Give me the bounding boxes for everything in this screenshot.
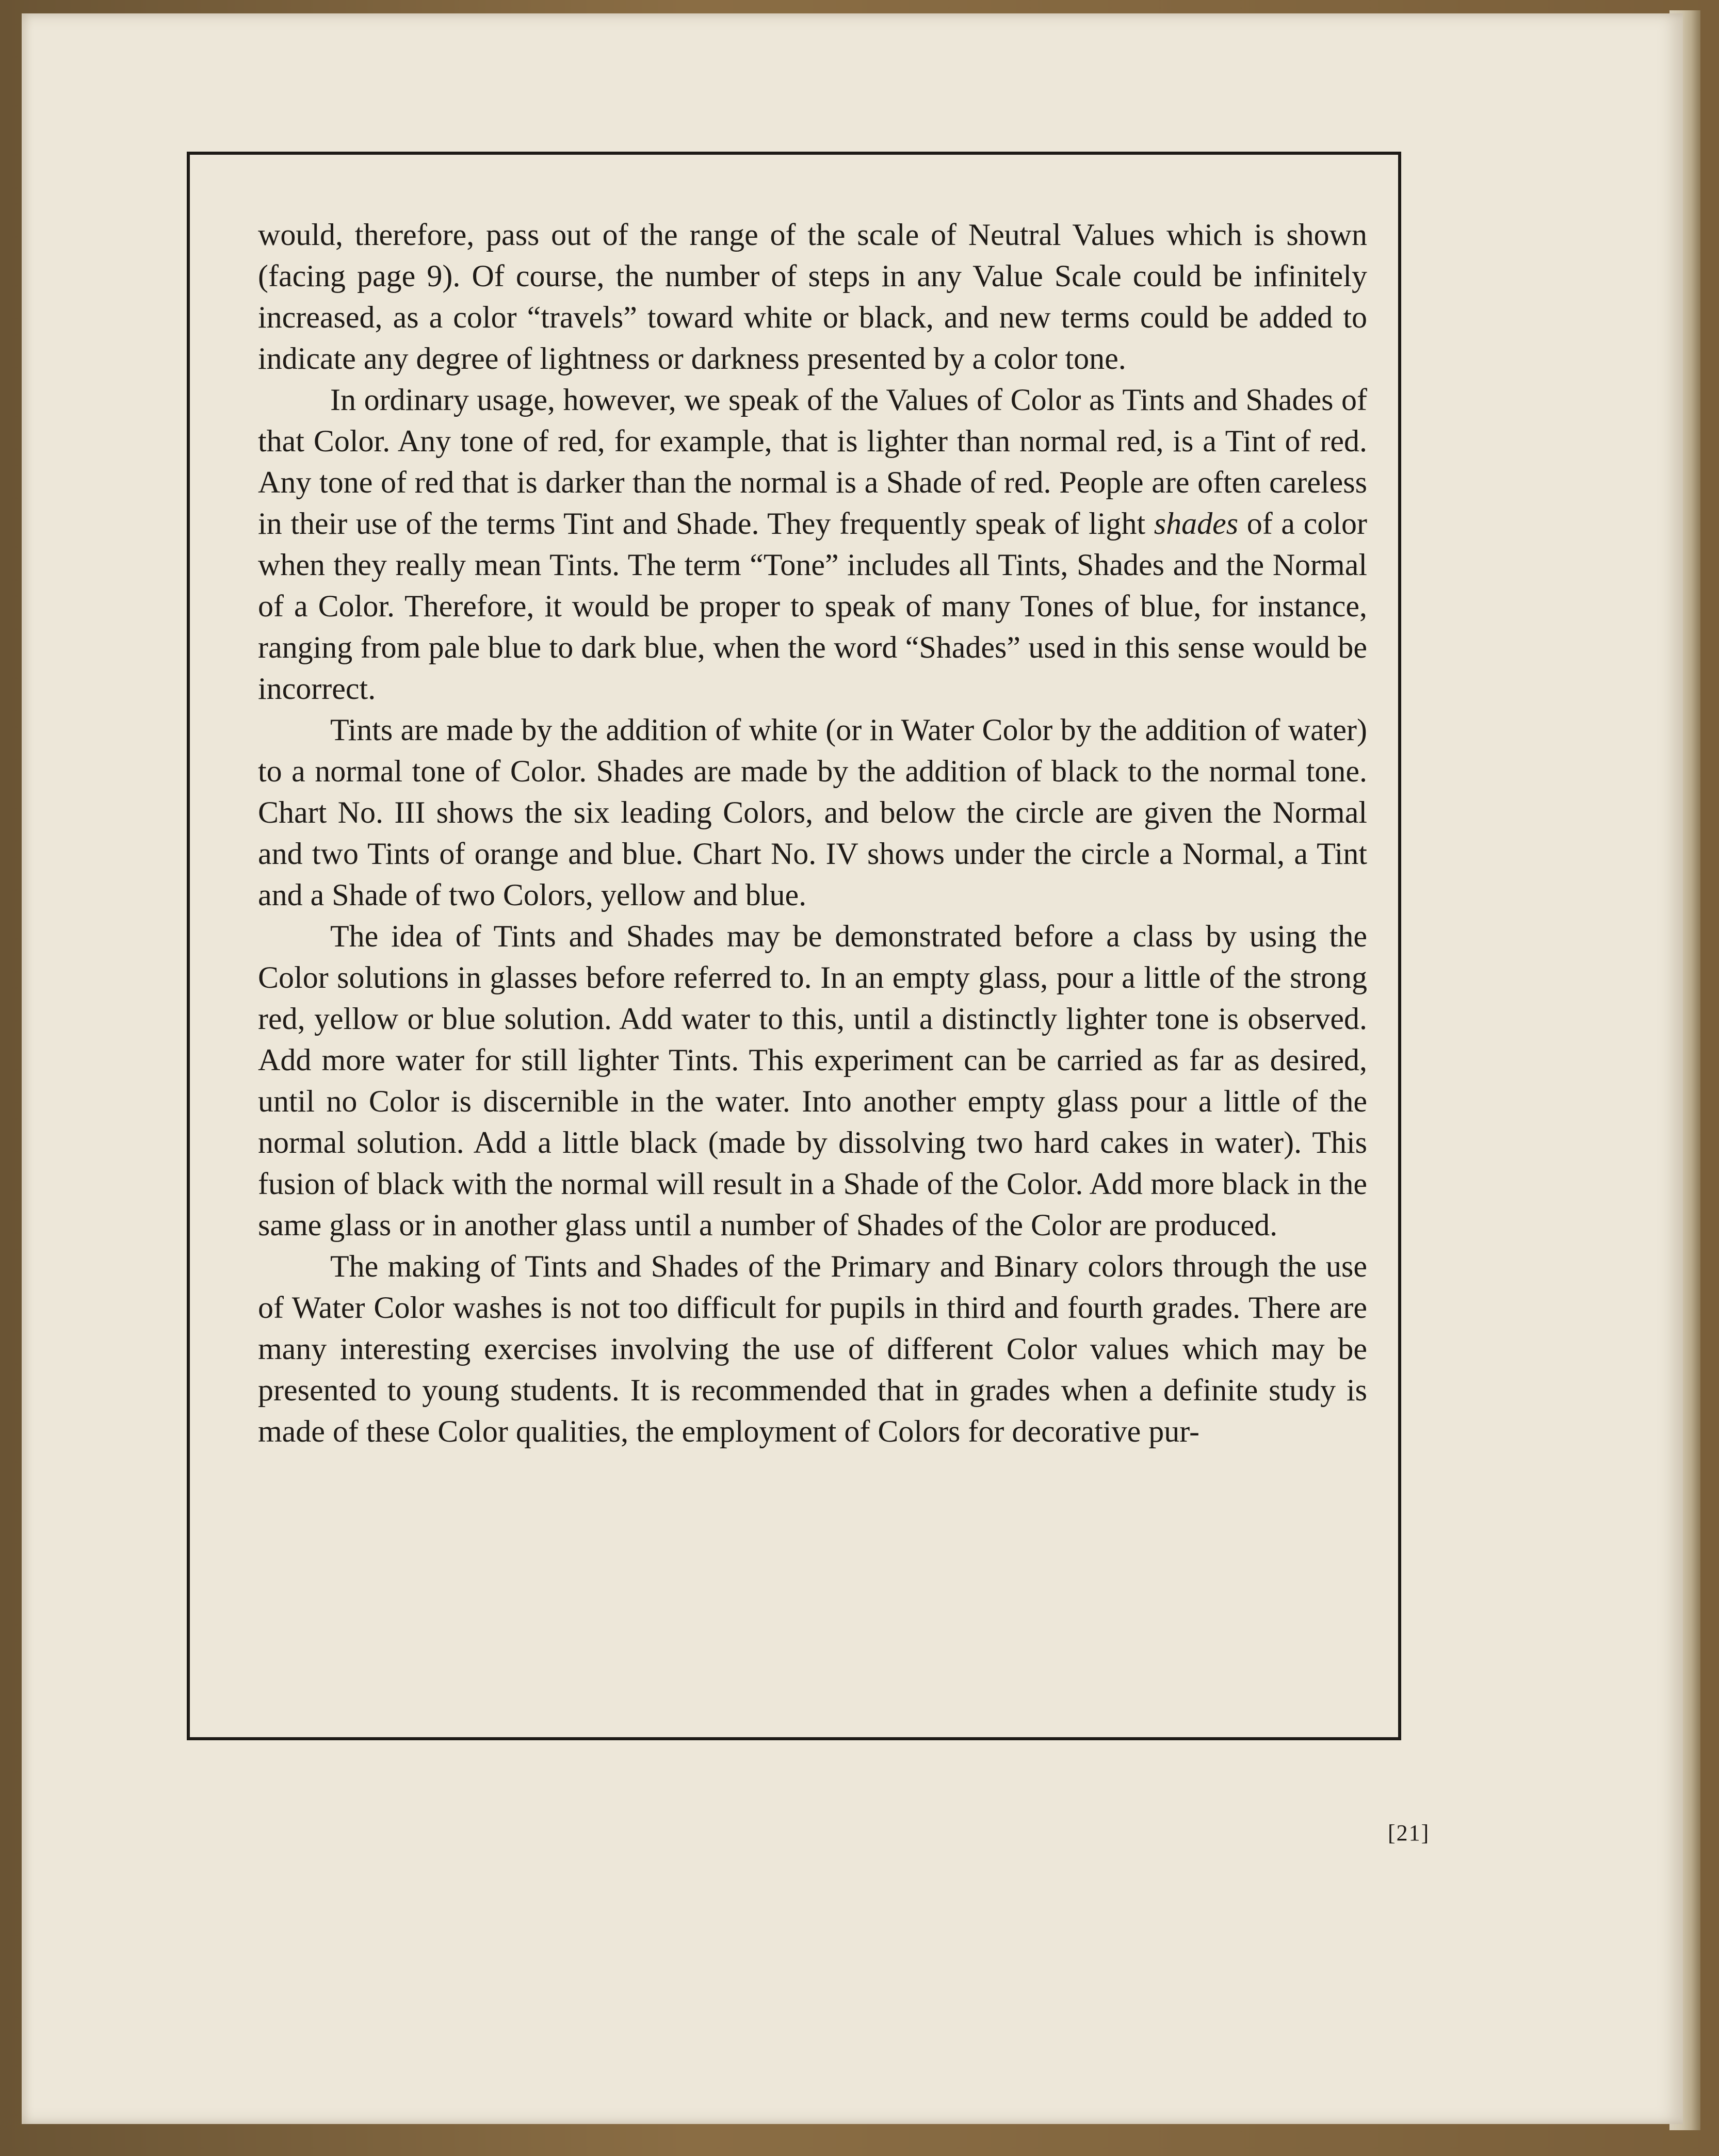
paragraph-text: The making of Tints and Shades of the Primary and Binary colors through the use of Water Color washes is not too difficult for pupils in third and fourth grades. There are many interesting exercises involving the use of different Color values which may be presented to young students. It is recommended that in grades when a definite study is made of these Color qualities, the employment of Colors for decorative pur- — [258, 1249, 1367, 1448]
page-number: [21] — [1388, 1820, 1430, 1845]
body-text — [258, 214, 1367, 1452]
paragraph-text: In ordinary usage, however, we speak of the Values of Color as Tints and Shades of that Color. Any tone of red, for example, that is lighter than normal red, is a Tint of red. Any tone of red that is darker than the normal is a Shade of red. People are often careless in their use of the terms Tint and Shade. They frequently speak of light — [258, 383, 1367, 541]
paragraph — [258, 214, 1367, 379]
paragraph — [258, 709, 1367, 916]
paragraph-text: would, therefore, pass out of the range of the scale of Neutral Values which is shown (facing page 9). Of course, the number of steps in any Value Scale could be infinitely increased, as a color “travels” toward white or black, and new terms could be added to indicate any degree of lightness or darkness presented by a color tone. — [258, 218, 1367, 375]
paragraph-text: Tints are made by the addition of white (or in Water Color by the addition of water) to a normal tone of Color. Shades are made by the addition of black to the normal tone. Chart No. III shows the six leading Colors, and below the circle are given the Normal and two Tints of orange and blue. Chart No. IV shows under the circle a Normal, a Tint and a Shade of two Colors, yellow and blue. — [258, 713, 1367, 912]
italic-text: shades — [1154, 507, 1239, 541]
paragraph — [258, 916, 1367, 1246]
paragraph-text: of a color when they really mean Tints. The term “Tone” includes all Tints, Shades and the Normal of a Color. Therefore, it would be proper to speak of many Tones of blue, for instance, ranging from pale blue to dark blue, when the word “Shades” used in this sense would be incorrect. — [258, 507, 1367, 706]
paragraph — [258, 1246, 1367, 1452]
paragraph — [258, 379, 1367, 709]
paragraph-text: The idea of Tints and Shades may be demonstrated before a class by using the Color solutions in glasses before referred to. In an empty glass, pour a little of the strong red, yellow or blue solution. Add water to this, until a distinctly lighter tone is observed. Add more water for still lighter Tints. This experiment can be carried as far as desired, until no Color is discernible in the water. Into another empty glass pour a little of the normal solution. Add a little black (made by dissolving two hard cakes in water). This fusion of black with the normal will result in a Shade of the Color. Add more black in the same glass or in another glass until a number of Shades of the Color are produced. — [258, 919, 1367, 1242]
